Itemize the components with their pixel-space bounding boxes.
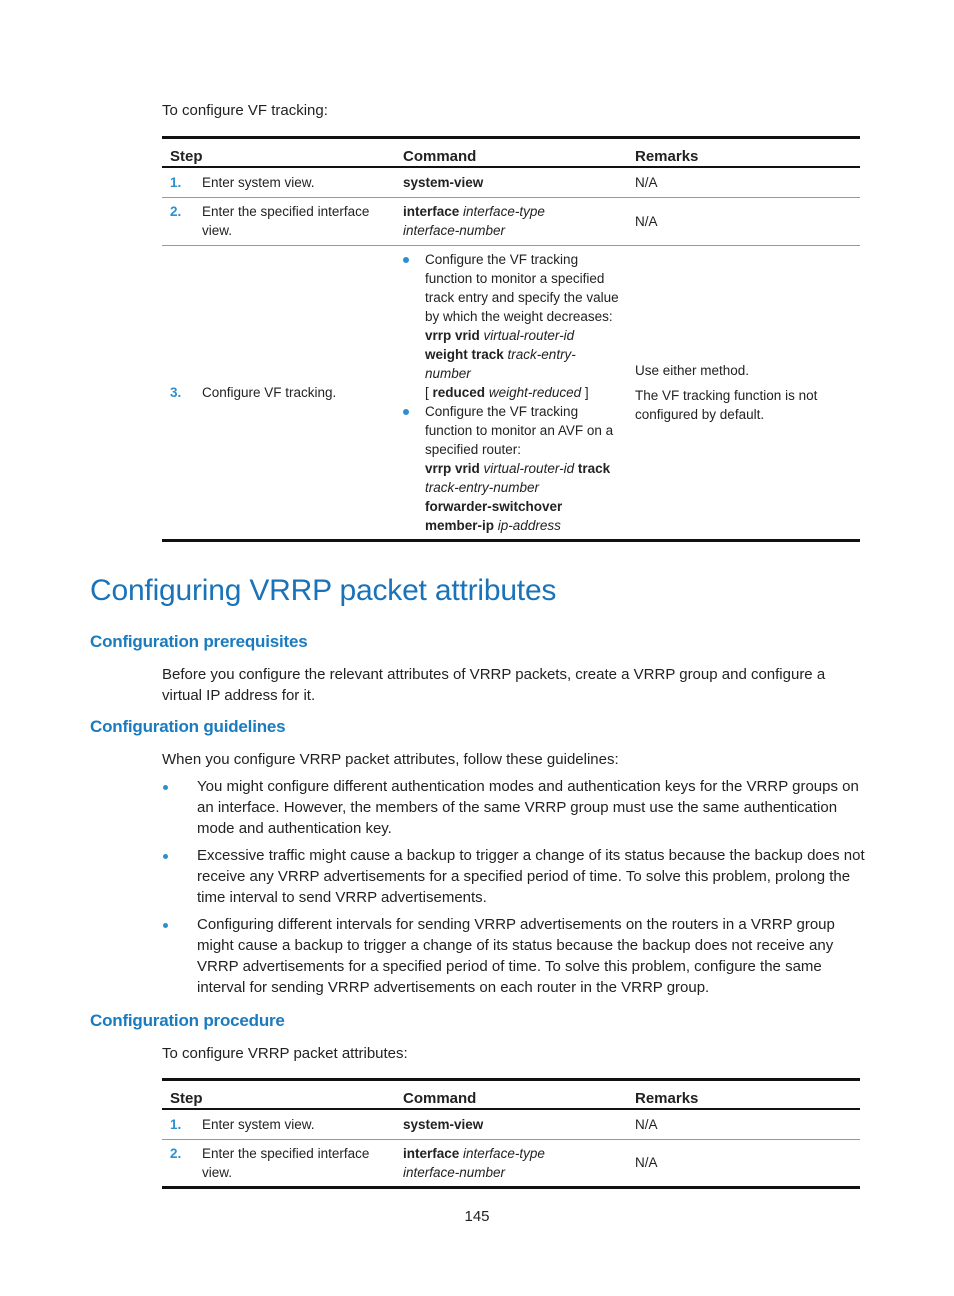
command-arg: interface-type xyxy=(463,1145,545,1161)
remarks-cell: N/A xyxy=(627,1109,860,1139)
step-number: 1. xyxy=(170,1116,182,1132)
remarks-line: The VF tracking function is not configured by default. xyxy=(635,387,818,422)
command-keyword: system-view xyxy=(403,174,484,190)
vf-tracking-table xyxy=(162,136,860,542)
table-row xyxy=(162,1139,860,1187)
bullet-icon xyxy=(403,409,409,415)
prerequisites-heading: Configuration prerequisites xyxy=(90,632,308,651)
remarks-line: Use either method. xyxy=(635,362,750,378)
table-row xyxy=(162,167,860,197)
section-title: Configuring VRRP packet attributes xyxy=(90,574,557,607)
guidelines-list xyxy=(162,776,868,1004)
step-text: Enter the specified interface view. xyxy=(202,204,370,238)
remarks-cell: N/A xyxy=(635,1155,658,1170)
packet-attributes-table xyxy=(162,1078,860,1189)
step-number: 1. xyxy=(170,174,182,190)
bullet-icon xyxy=(403,257,409,263)
bullet-icon xyxy=(163,854,168,859)
table-row xyxy=(162,197,860,245)
header-remarks: Remarks xyxy=(627,138,860,168)
step-number: 2. xyxy=(170,1145,182,1161)
table-row xyxy=(162,245,860,540)
command-arg: interface-type xyxy=(463,204,545,219)
step-text: Enter system view. xyxy=(202,174,315,190)
header-command: Command xyxy=(395,1080,627,1110)
command-keyword: system-view xyxy=(403,1116,484,1132)
command-keyword: interface xyxy=(403,204,460,219)
bullet-icon xyxy=(163,785,168,790)
procedure-heading: Configuration procedure xyxy=(90,1011,285,1030)
guidelines-heading: Configuration guidelines xyxy=(90,717,286,736)
remarks-cell: N/A xyxy=(627,167,860,197)
page-number: 145 xyxy=(464,1208,490,1225)
step-text: Configure VF tracking. xyxy=(202,384,337,400)
step-number: 3. xyxy=(170,384,182,400)
list-item: Configure the VF tracking function to monitor a specified track entry and specify the value by which the weight decreases: vrrp vrid virtual-router-id weight track track-entry-number [ reduced weight-reduced ] xyxy=(403,250,619,402)
list-item: You might configure different authentication modes and authentication keys for the VRRP groups on an interface. However, the members of the same VRRP group must use the same authentication mode and authentication key. xyxy=(162,776,868,839)
header-step: Step xyxy=(162,1080,395,1110)
command-options-list xyxy=(403,250,619,535)
prerequisites-text: Before you configure the relevant attributes of VRRP packets, create a VRRP group and configure a virtual IP address for it. xyxy=(162,666,826,704)
table-row xyxy=(162,1109,860,1139)
list-item: Configure the VF tracking function to monitor an AVF on a specified router: vrrp vrid virtual-router-id track track-entry-number forwarder-switchover member-ip ip-address xyxy=(403,402,619,535)
procedure-intro: To configure VRRP packet attributes: xyxy=(162,1045,408,1062)
vf-intro-text: To configure VF tracking: xyxy=(162,102,328,119)
step-text: Enter the specified interface view. xyxy=(202,1145,370,1180)
header-remarks: Remarks xyxy=(627,1080,860,1110)
table-header-row xyxy=(162,1080,860,1110)
list-item: Configuring different intervals for sending VRRP advertisements on the routers in a VRRP group might cause a backup to trigger a change of its status because the backup does not receive any VRRP advertisements for a specified period of time. To solve this problem, configure the same interval for sending VRRP advertisements on each router in the VRRP group. xyxy=(162,914,868,998)
step-text: Enter system view. xyxy=(202,1116,315,1132)
table-header-row xyxy=(162,138,860,168)
header-step: Step xyxy=(162,138,395,168)
bullet-icon xyxy=(163,923,168,928)
remarks-cell: N/A xyxy=(627,197,860,245)
command-arg: interface-number xyxy=(403,223,506,238)
step-number: 2. xyxy=(170,204,182,219)
command-keyword: interface xyxy=(403,1145,460,1161)
guidelines-intro: When you configure VRRP packet attributes, follow these guidelines: xyxy=(162,751,619,768)
command-arg: interface-number xyxy=(403,1164,506,1180)
header-command: Command xyxy=(395,138,627,168)
list-item: Excessive traffic might cause a backup to trigger a change of its status because the backup does not receive any VRRP advertisements for a specified period of time. To solve this problem, prolong the time interval to send VRRP advertisements. xyxy=(162,845,868,908)
